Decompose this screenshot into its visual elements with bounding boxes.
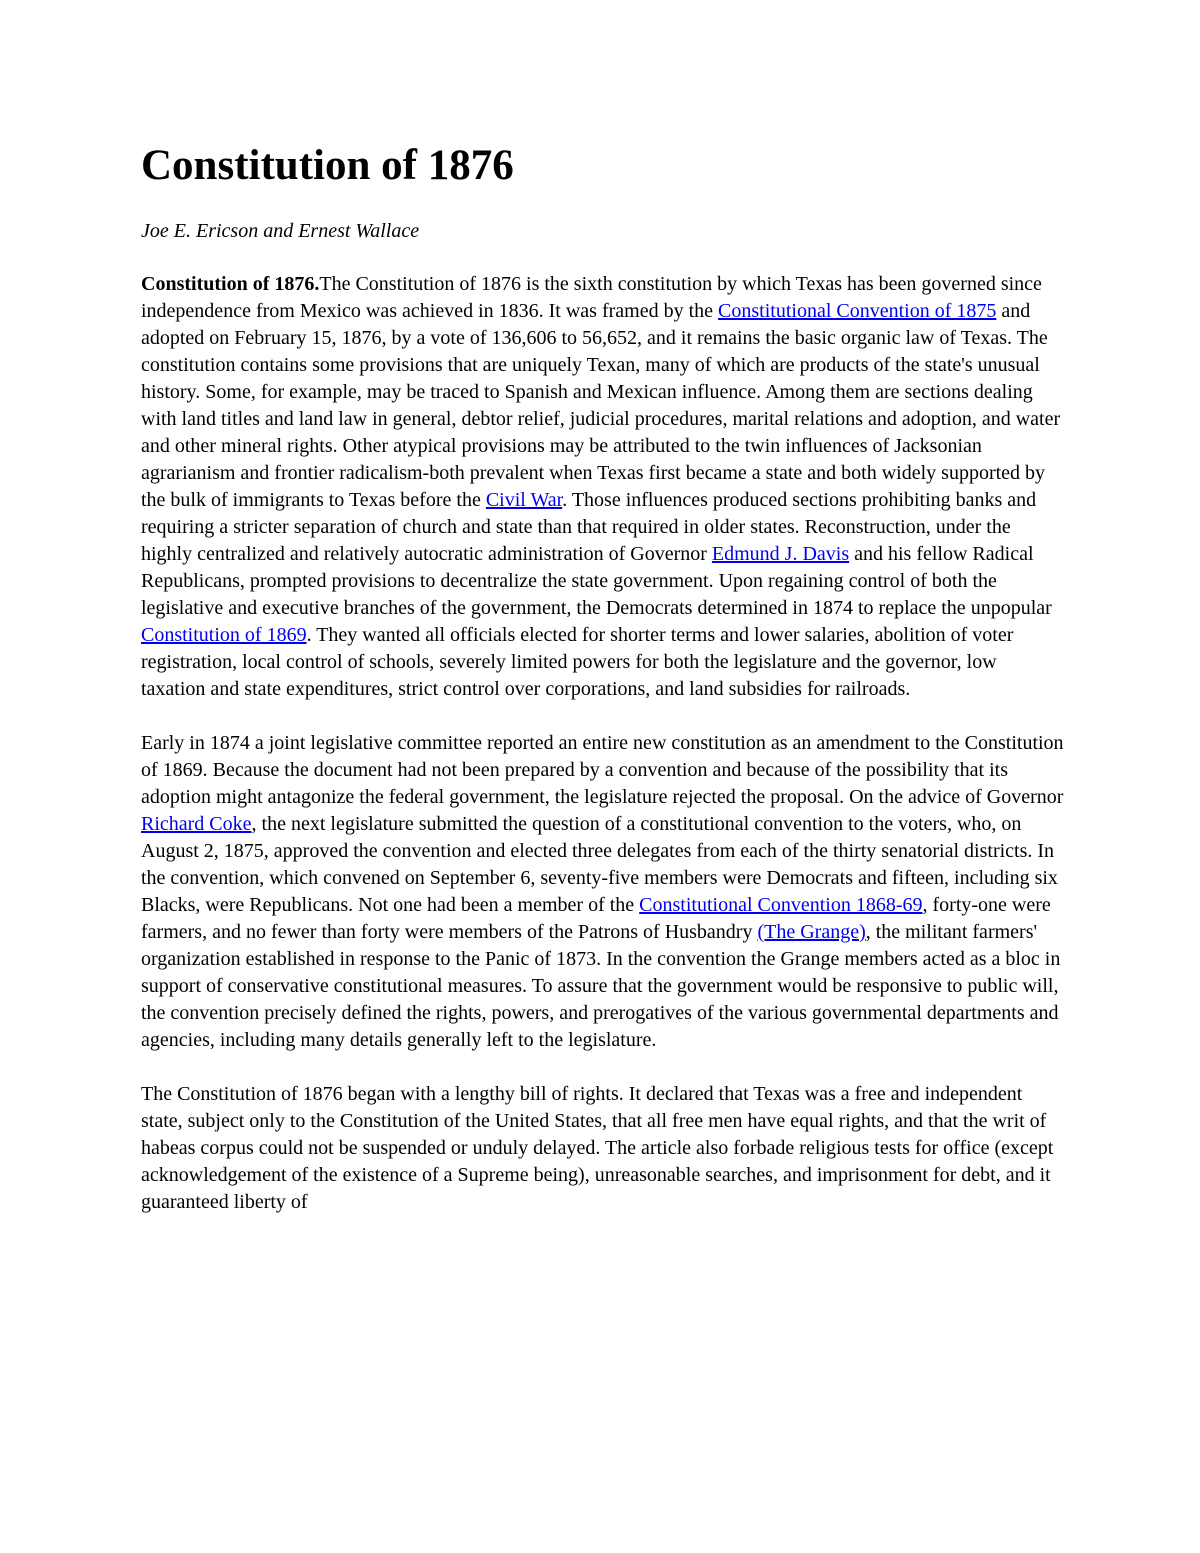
page-title: Constitution of 1876 [141, 142, 514, 189]
paragraph-2 [141, 730, 1066, 1054]
paragraph-1 [141, 271, 1066, 703]
paragraph-3 [141, 1081, 1066, 1216]
paragraph-text: and his fellow Radical Republicans, prompted provisions to decentralize the state government. Upon regaining control of both the legislative and executive branches of the government, the Democrats determined in 1874 to replace the unpopular [141, 543, 1052, 619]
link-the-grange[interactable]: (The Grange) [757, 921, 866, 943]
paragraph-text: The Constitution of 1876 began with a lengthy bill of rights. It declared that Texas was a free and independent state, subject only to the Constitution of the United States, that all free men have equal rights, and that the writ of habeas corpus could not be suspended or unduly delayed. The article also forbade religious tests for office (except acknowledgement of the existence of a Supreme being), unreasonable searches, and imprisonment for debt, and it guaranteed liberty of [141, 1083, 1054, 1213]
link-edmund-j-davis[interactable]: Edmund J. Davis [711, 543, 850, 565]
paragraph-text: Early in 1874 a joint legislative committee reported an entire new constitution as an amendment to the Constitution of 1869. Because the document had not been prepared by a convention and because of the possibility that its adoption might antagonize the federal government, the legislature rejected the proposal. On the advice of Governor [141, 732, 1064, 808]
paragraph-text: . Those influences produced sections prohibiting banks and requiring a stricter separation of church and state than that required in older states. Reconstruction, under the highly centralized and relatively autocratic administration of Governor [141, 489, 1037, 565]
link-civil-war[interactable]: Civil War [485, 489, 563, 511]
paragraph-text: , forty-one were farmers, and no fewer than forty were members of the Patrons of Husbandry [141, 894, 1051, 943]
paragraph-text: and adopted on February 15, 1876, by a vote of 136,606 to 56,652, and it remains the basic organic law of Texas. The constitution contains some provisions that are uniquely Texan, many of which are products of the state's unusual history. Some, for example, may be traced to Spanish and Mexican influence. Among them are sections dealing with land titles and land law in general, debtor relief, judicial procedures, marital relations and adoption, and water and other mineral rights. Other atypical provisions may be attributed to the twin influences of Jacksonian agrarianism and frontier radicalism-both prevalent when Texas first became a state and both widely supported by the bulk of immigrants to Texas before the [141, 300, 1061, 511]
paragraph-text: . They wanted all officials elected for shorter terms and lower salaries, abolition of voter registration, local control of schools, severely limited powers for both the legislature and the governor, low taxation and state expenditures, strict control over corporations, and land subsidies for railroads. [141, 624, 1014, 700]
paragraph-text: , the militant farmers' organization established in response to the Panic of 1873. In the convention the Grange members acted as a bloc in support of conservative constitutional measures. To assure that the government would be responsive to public will, the convention precisely defined the rights, powers, and prerogatives of the various governmental departments and agencies, including many details generally left to the legislature. [141, 921, 1061, 1051]
link-constitution-of-1869[interactable]: Constitution of 1869 [141, 624, 307, 646]
paragraph-text: , the next legislature submitted the question of a constitutional convention to the voters, who, on August 2, 1875, approved the convention and elected three delegates from each of the thirty senatorial districts. In the convention, which convened on September 6, seventy-five members were Democrats and fifteen, including six Blacks, were Republicans. Not one had been a member of the [141, 813, 1058, 916]
link-constitutional-convention-1868-69[interactable]: Constitutional Convention 1868-69 [639, 894, 923, 916]
link-constitutional-convention-1875[interactable]: Constitutional Convention of 1875 [718, 300, 997, 322]
document-page [141, 138, 1066, 1243]
paragraph-text: The Constitution of 1876 is the sixth constitution by which Texas has been governed since independence from Mexico was achieved in 1836. It was framed by the [141, 273, 1042, 322]
author-byline: Joe E. Ericson and Ernest Wallace [141, 220, 420, 242]
link-richard-coke[interactable]: Richard Coke [141, 813, 252, 835]
paragraph-lead: Constitution of 1876. [141, 273, 320, 295]
